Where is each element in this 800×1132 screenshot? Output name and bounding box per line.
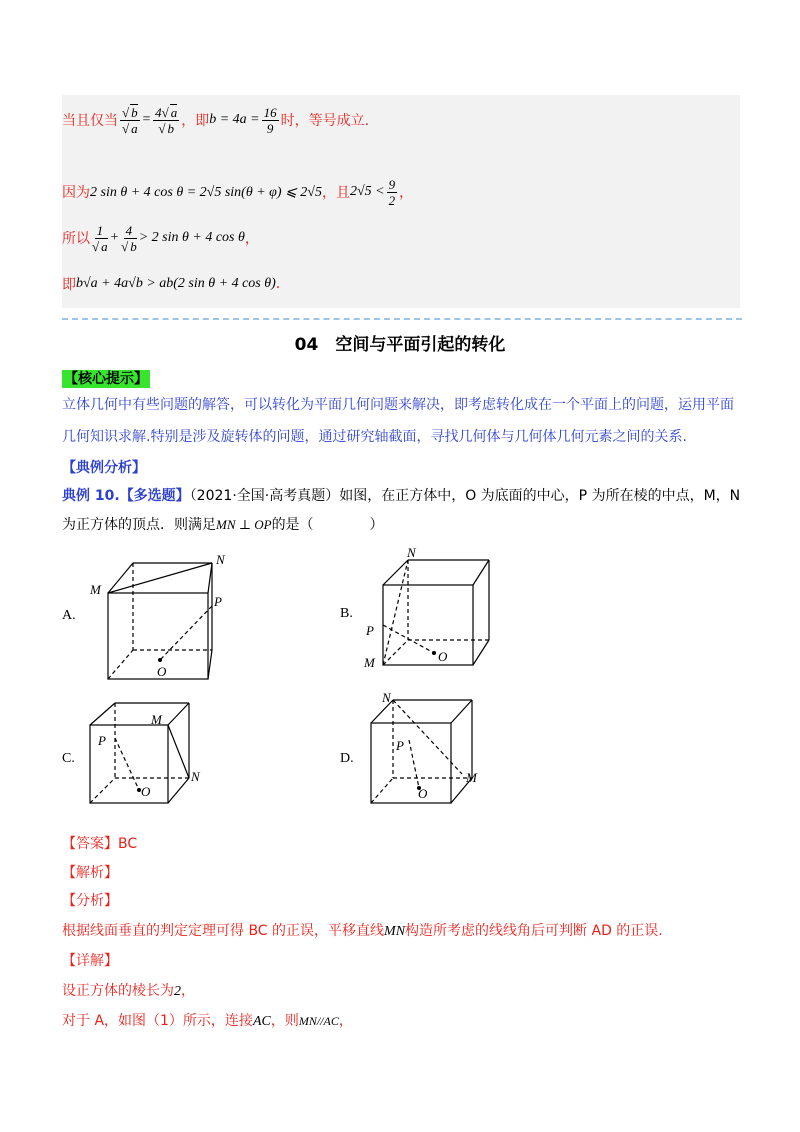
box-line-1	[62, 98, 369, 142]
core-tip-label-row	[62, 368, 150, 388]
example-text-2: 为正方体的顶点．则满足	[62, 517, 216, 533]
section-divider	[62, 318, 742, 320]
example-num: 典例 10.	[62, 488, 120, 504]
frac-16-9: $\frac{16}{9}$	[263, 104, 277, 136]
fenxi-mn: MN	[384, 924, 406, 939]
ineq-2sqrt5: 2√5 <	[349, 184, 385, 199]
option-c-label: C.	[62, 751, 75, 766]
fenxi-label: 【分析】	[62, 893, 118, 909]
step2-mid: ，则	[270, 1013, 299, 1029]
figure-d	[366, 690, 496, 812]
box-line1-post: 时，等号成立.	[280, 113, 370, 129]
label-m: M	[466, 770, 477, 785]
core-tip-line-2: 几何知识求解.特别是涉及旋转体的问题，通过研究轴截面，寻找几何体与几何体几何元素之间的关系.	[62, 429, 687, 445]
label-o: O	[141, 784, 151, 799]
step1-post: ，	[181, 983, 195, 999]
example-text-1: （2021·全国·高考真题）如图，在正方体中，O 为底面的中心，P 为所在棱的中点，M，N	[189, 488, 741, 504]
solution-step-1	[62, 980, 195, 1000]
box-line2-post: ，	[399, 185, 414, 201]
core-tip-label: 【核心提示】	[64, 371, 148, 387]
box-line4-post: .	[275, 276, 281, 292]
figure-b	[362, 545, 502, 675]
box-line-2	[62, 172, 413, 212]
frac-4-sqrtb: $\frac{4}{√ b}$	[121, 222, 137, 254]
label-n: N	[216, 552, 225, 567]
label-o: O	[438, 649, 448, 664]
solution-step-2	[62, 1010, 353, 1030]
example-text-2b: 的是（ ）	[271, 517, 384, 533]
figure-a	[85, 550, 235, 685]
answer-line	[62, 833, 137, 853]
example-label: 【典例分析】	[62, 460, 146, 476]
label-n: N	[191, 769, 200, 784]
answer-value: BC	[118, 836, 138, 852]
fenxi-text-2: 构造所考虑的线线角后可判断 AD 的正误.	[405, 923, 663, 939]
xiangjie-label: 【详解】	[62, 953, 118, 969]
example-condition: MN ⊥ OP	[216, 517, 272, 532]
label-n: N	[382, 690, 391, 705]
figure-c	[85, 698, 215, 810]
ineq-trig: > 2 sin θ + 4 cos θ	[138, 230, 245, 245]
label-p: P	[98, 733, 106, 748]
fenxi-text-1: 根据线面垂直的判定定理可得 BC 的正误，平移直线	[62, 923, 385, 939]
equals: =	[141, 112, 152, 127]
step1-text: 设正方体的棱长为	[62, 983, 174, 999]
box-line2-mid: ，且	[321, 185, 350, 201]
b-equals-4a: b = 4a =	[209, 112, 260, 127]
label-o: O	[418, 786, 428, 801]
edge-length: 2	[174, 984, 181, 999]
frac-sqrtb-sqrta: $\frac{√ b}{√ a}$	[122, 104, 138, 136]
example-line-2	[62, 514, 384, 534]
frac-4sqrta-sqrtb: $\frac{4√ a}{√ b}$	[155, 104, 178, 136]
box-line4-pre: 即	[62, 277, 76, 293]
label-p: P	[396, 738, 404, 753]
final-inequality: b√a + 4a√b > ab(2 sin θ + 4 cos θ)	[76, 276, 276, 291]
step2-text: 对于 A，如图（1）所示，连接	[62, 1013, 253, 1029]
step2-post: ，	[338, 1013, 353, 1029]
box-line-3: 所以 $\frac{1}{√ a}$ + $\frac{4}{√ b}$ > 2 sin θ + 4 cos θ ，	[62, 222, 259, 254]
box-line-4	[62, 272, 280, 296]
segment-ac: AC	[252, 1014, 271, 1029]
frac-9-2: $\frac{9}{2}$	[388, 176, 396, 208]
label-m: M	[364, 655, 375, 670]
jiexi-label: 【解析】	[62, 865, 118, 881]
box-line1-pre: 当且仅当	[62, 113, 118, 129]
option-b-label: B.	[340, 606, 353, 621]
label-n: N	[407, 545, 416, 560]
core-tip-line-1: 立体几何中有些问题的解答，可以转化为平面几何问题来解决，即考虑转化成在一个平面上的问题，运用平面	[62, 397, 734, 413]
label-o: O	[157, 664, 167, 679]
option-a-label: A.	[62, 608, 76, 623]
section-title: 04 空间与平面引起的转化	[294, 335, 506, 355]
label-m: M	[151, 712, 162, 727]
mn-parallel-ac: MN//AC	[298, 1014, 339, 1028]
fenxi-text	[62, 920, 663, 940]
box-line2-pre: 因为	[62, 185, 90, 201]
example-line-1	[62, 485, 740, 505]
trig-identity: 2 sin θ + 4 cos θ = 2√5 sin(θ + φ) ⩽ 2√5	[90, 184, 322, 200]
label-p: P	[366, 623, 374, 638]
answer-label: 【答案】	[62, 836, 118, 852]
label-p: P	[214, 594, 222, 609]
box-line3-post: ，	[244, 231, 259, 247]
option-d-label: D.	[340, 751, 354, 766]
frac-1-sqrta: $\frac{1}{√ a}$	[92, 222, 108, 254]
box-line3-pre: 所以	[62, 231, 90, 247]
example-type: 【多选题】	[119, 488, 190, 504]
label-m: M	[90, 582, 101, 597]
box-line1-mid: ，即	[181, 113, 210, 129]
